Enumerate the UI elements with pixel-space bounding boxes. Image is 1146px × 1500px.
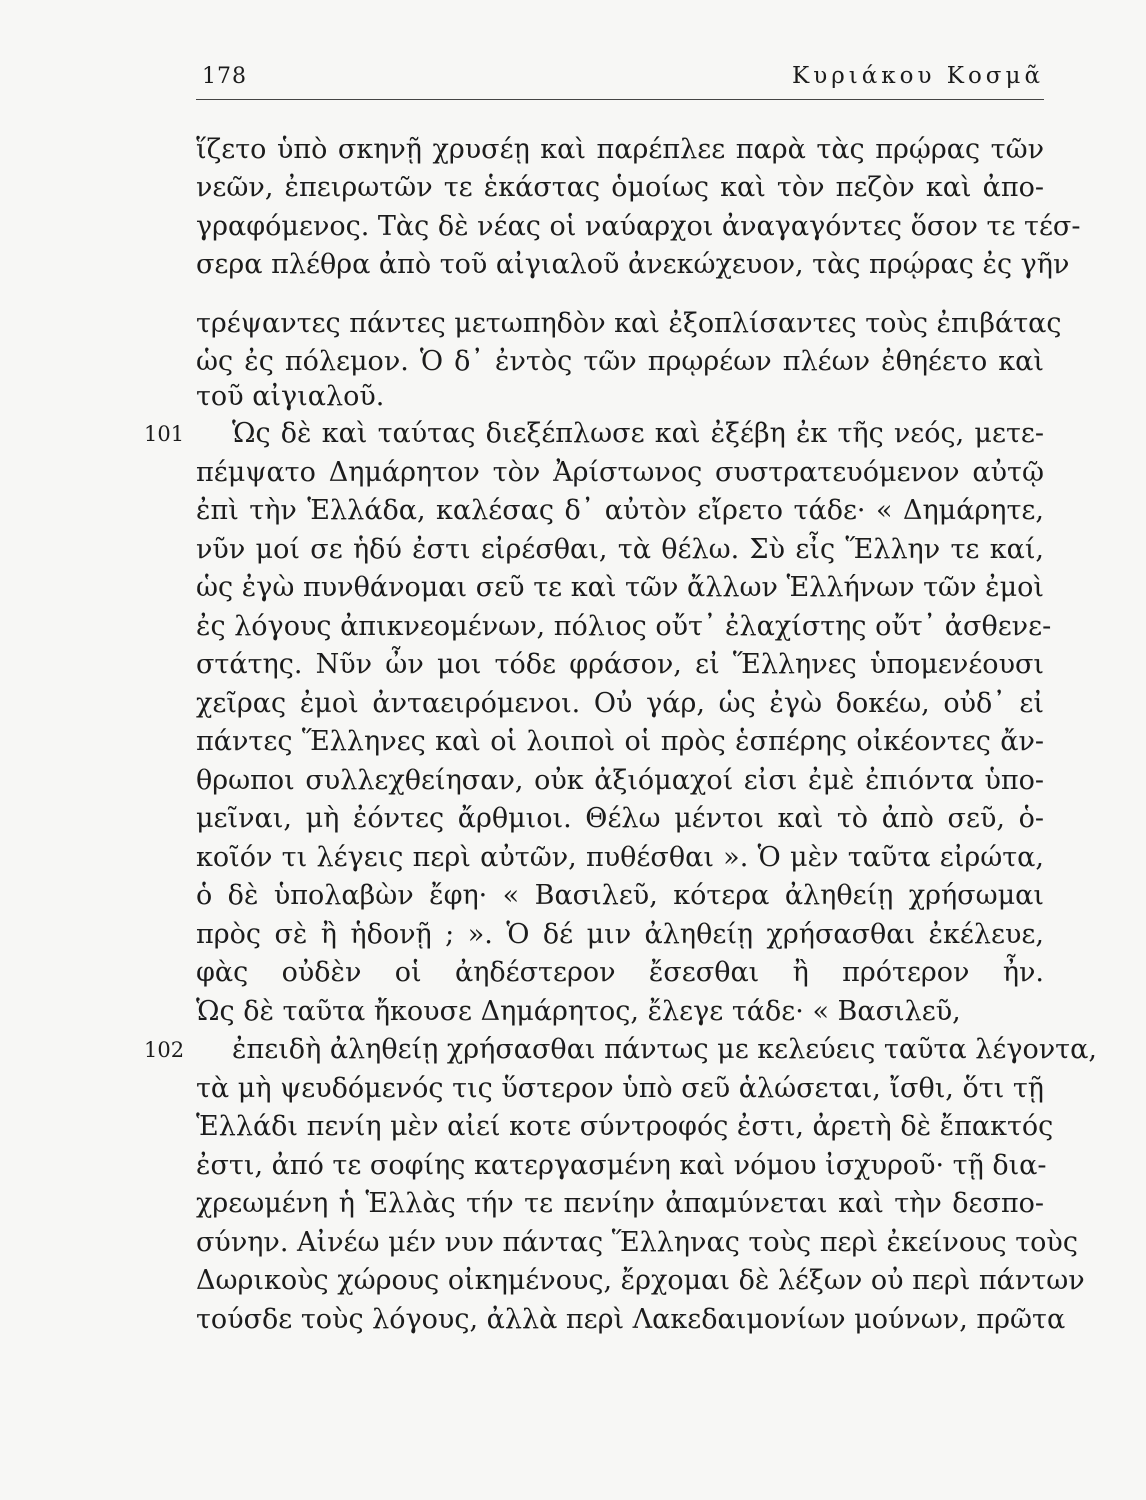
text-line: Ὡς δὲ καὶ ταύτας διεξέπλωσε καὶ ἐξέβη ἐκ τῆς νεός, μετε- [232, 418, 1044, 449]
header-rule [196, 99, 1044, 100]
text-line: πάντες Ἕλληνες καὶ οἱ λοιποὶ οἱ πρὸς ἑσπέρης οἰκέοντες ἄν- [196, 726, 1044, 757]
text-line: ὡς ἐγὼ πυνθάνομαι σεῦ τε καὶ τῶν ἄλλων Ἑλλήνων τῶν ἐμοὶ [196, 572, 1044, 603]
text-line: ἵζετο ὑπὸ σκηνῇ χρυσέῃ καὶ παρέπλεε παρὰ τὰς πρῴρας τῶν [196, 134, 1044, 165]
text-line: νεῶν, ἐπειρωτῶν τε ἑκάστας ὁμοίως καὶ τὸν πεζὸν καὶ ἀπο- [196, 172, 1044, 203]
text-line: ὡς ἐς πόλεμον. Ὁ δ᾽ ἐντὸς τῶν πρῳρέων πλέων ἐθηέετο καὶ [196, 346, 1044, 377]
text-line: χεῖρας ἐμοὶ ἀνταειρόμενοι. Οὐ γάρ, ὡς ἐγὼ δοκέω, οὐδ᾽ εἰ [196, 688, 1044, 719]
section-number: 101 [144, 422, 185, 446]
text-line: νῦν μοί σε ἡδύ ἐστι εἰρέσθαι, τὰ θέλω. Σὺ εἶς Ἕλλην τε καί, [196, 534, 1044, 565]
text-line: τούσδε τοὺς λόγους, ἀλλὰ περὶ Λακεδαιμονίων μούνων, πρῶτα [196, 1304, 1066, 1335]
text-line: τρέψαντες πάντες μετωπηδὸν καὶ ἐξοπλίσαντες τοὺς ἐπιβάτας [196, 308, 1062, 339]
section-number: 102 [144, 1038, 185, 1062]
text-line: φὰς οὐδὲν οἱ ἀηδέστερον ἔσεσθαι ἢ πρότερον ἦν. [196, 957, 1044, 988]
text-line: ἐς λόγους ἀπικνεομένων, πόλιος οὔτ᾽ ἐλαχίστης οὔτ᾽ ἀσθενε- [196, 611, 1052, 642]
text-line: γραφόμενος. Τὰς δὲ νέας οἱ ναύαρχοι ἀναγαγόντες ὅσον τε τέσ- [196, 211, 1081, 242]
text-line: θρωποι συλλεχθείησαν, οὐκ ἀξιόμαχοί εἰσι ἐμὲ ἐπιόντα ὑπο- [196, 765, 1044, 796]
text-line: Ὡς δὲ ταῦτα ἤκουσε Δημάρητος, ἔλεγε τάδε· « Βασιλεῦ, [196, 996, 961, 1027]
running-head: Κυριάκου Κοσμᾶ [792, 63, 1044, 89]
text-line: κοῖόν τι λέγεις περὶ αὐτῶν, πυθέσθαι ». Ὁ μὲν ταῦτα εἰρώτα, [196, 842, 1044, 873]
text-line: τὰ μὴ ψευδόμενός τις ὕστερον ὑπὸ σεῦ ἁλώσεται, ἴσθι, ὅτι τῇ [196, 1073, 1044, 1104]
text-line: σερα πλέθρα ἀπὸ τοῦ αἰγιαλοῦ ἀνεκώχευον, τὰς πρῴρας ἐς γῆν [196, 249, 1070, 280]
text-line: ἐστι, ἀπό τε σοφίης κατεργασμένη καὶ νόμου ἰσχυροῦ· τῇ δια- [196, 1150, 1047, 1181]
text-line: πρὸς σὲ ἢ ἡδονῇ ; ». Ὁ δέ μιν ἀληθείῃ χρήσασθαι ἐκέλευε, [196, 919, 1044, 950]
text-line: πέμψατο Δημάρητον τὸν Ἀρίστωνος συστρατευόμενον αὐτῷ [196, 457, 1044, 488]
text-line: τοῦ αἰγιαλοῦ. [196, 381, 385, 412]
text-line: ἐπειδὴ ἀληθείῃ χρήσασθαι πάντως με κελεύεις ταῦτα λέγοντα, [232, 1034, 1097, 1065]
page-number: 178 [202, 64, 247, 89]
text-line: χρεωμένη ἡ Ἑλλὰς τήν τε πενίην ἀπαμύνεται καὶ τὴν δεσπο- [196, 1188, 1044, 1219]
text-line: μεῖναι, μὴ ἐόντες ἄρθμιοι. Θέλω μέντοι καὶ τὸ ἀπὸ σεῦ, ὁ- [196, 803, 1044, 834]
text-line: σύνην. Αἰνέω μέν νυν πάντας Ἕλληνας τοὺς περὶ ἐκείνους τοὺς [196, 1227, 1078, 1258]
text-line: ἐπὶ τὴν Ἑλλάδα, καλέσας δ᾽ αὐτὸν εἴρετο τάδε· « Δημάρητε, [196, 495, 1044, 526]
text-line: Ἑλλάδι πενίη μὲν αἰεί κοτε σύντροφός ἐστι, ἀρετὴ δὲ ἔπακτός [196, 1111, 1054, 1142]
text-line: στάτης. Νῦν ὦν μοι τόδε φράσον, εἰ Ἕλληνες ὑπομενέουσι [196, 649, 1044, 680]
text-line: ὁ δὲ ὑπολαβὼν ἔφη· « Βασιλεῦ, κότερα ἀληθείῃ χρήσωμαι [196, 880, 1044, 911]
text-line: Δωρικοὺς χώρους οἰκημένους, ἔρχομαι δὲ λέξων οὐ περὶ πάντων [196, 1265, 1085, 1296]
